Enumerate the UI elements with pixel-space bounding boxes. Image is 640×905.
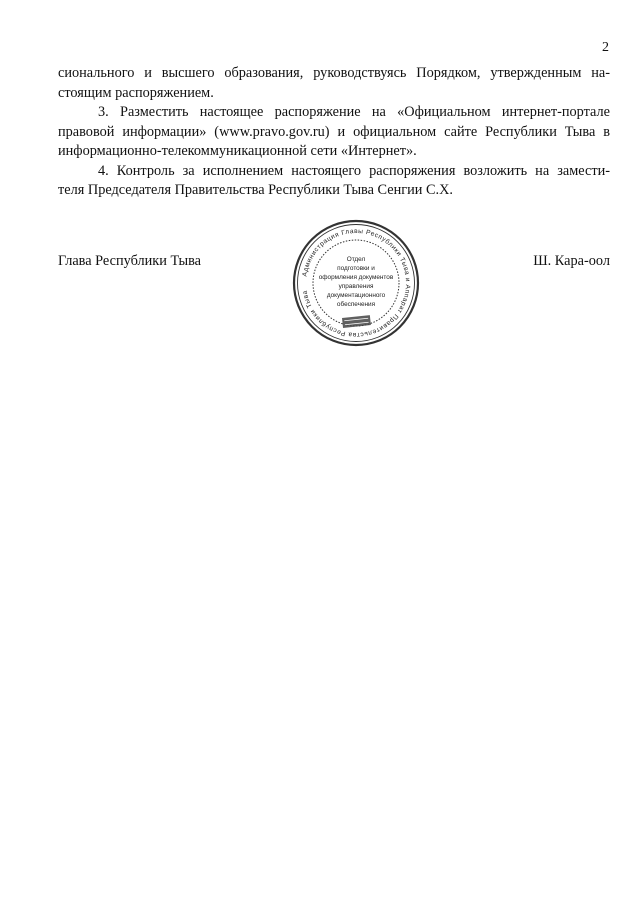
- stamp-center-line: Отдел: [346, 256, 366, 263]
- paragraph-line: теля Председателя Правительства Республики Тыва Сенгии С.Х.: [58, 182, 453, 198]
- paragraph-line: 3. Разместить настоящее распоряжение на «Официальном интернет-портале: [98, 104, 610, 120]
- stamp-center-line: оформления документов: [318, 274, 394, 281]
- page-number: 2: [602, 40, 609, 55]
- paragraph-line: стоящим распоряжением.: [58, 84, 214, 101]
- document-body: [58, 64, 610, 201]
- paragraph-line: 4. Контроль за исполнением настоящего распоряжения возложить на замести-: [98, 162, 610, 179]
- paragraph-line: правовой информации» (www.pravo.gov.ru) и официальном сайте Республики Тыва в: [58, 123, 610, 140]
- stamp-ring-text: Администрация Главы Республики Тыва и Аппарат Правительства Республики Тыва: [301, 227, 412, 339]
- signature-name: Ш. Кара-оол: [533, 253, 610, 269]
- paragraph-line: информационно-телекоммуникационной сети «Интернет».: [58, 143, 417, 159]
- stamp-center-line: документационного: [326, 292, 386, 299]
- stamp-center-line: обеспечения: [336, 301, 376, 308]
- stamp-seal-icon: [292, 219, 420, 347]
- signature-title: Глава Республики Тыва: [58, 253, 201, 269]
- stamp-center-line: подготовки и: [337, 265, 375, 272]
- official-stamp: [292, 219, 420, 347]
- stamp-center-line: управления: [338, 283, 374, 290]
- paragraph-line: сионального и высшего образования, руководствуясь Порядком, утвержденным на-: [58, 65, 610, 81]
